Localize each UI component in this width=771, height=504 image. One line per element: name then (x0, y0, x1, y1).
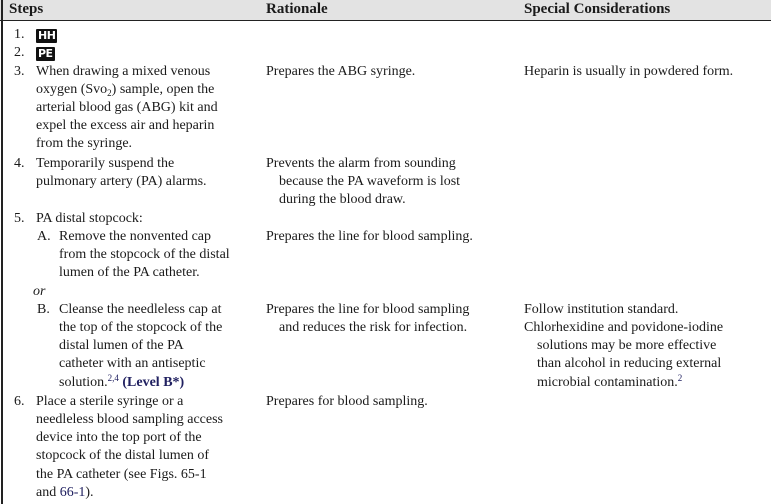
step-5-line-1: PA distal stopcock: (36, 211, 143, 226)
step-6-line-6: and 66-1). (36, 485, 94, 500)
step-6-line-5: the PA catheter (see Figs. 65-1 (36, 467, 207, 482)
header-steps: Steps (9, 1, 44, 17)
step-5a-line-1: Remove the nonvented cap (59, 229, 212, 244)
step-4-line-2: pulmonary artery (PA) alarms. (36, 174, 207, 189)
evidence-level: (Level B*) (122, 375, 185, 390)
step-3-line-5: from the syringe. (36, 136, 133, 151)
step-5a-label: A. (37, 229, 51, 244)
table-left-border (1, 0, 3, 504)
citation-sup: 2 (677, 373, 683, 383)
rationale-5b-line-1: Prepares the line for blood sampling (266, 302, 470, 317)
step-number-3: 3. (14, 64, 25, 79)
step-number-5: 5. (14, 211, 25, 226)
consideration-3: Heparin is usually in powdered form. (524, 64, 734, 79)
consideration-5b-line-4: than alcohol in reducing external (537, 356, 722, 371)
step-5b-line-4: catheter with an antiseptic (59, 356, 206, 371)
citation-sup: 2,4 (107, 373, 119, 383)
figure-link[interactable]: 66-1 (59, 485, 86, 500)
step-5b-line-2: the top of the stopcock of the (59, 320, 223, 335)
step-3-line-4: expel the excess air and heparin (36, 118, 215, 133)
step-3-line-1: When drawing a mixed venous (36, 64, 211, 79)
step-4-line-1: Temporarily suspend the (36, 156, 175, 171)
rationale-4-line-1: Prevents the alarm from sounding (266, 156, 456, 171)
step-5b-line-3: distal lumen of the PA (59, 338, 184, 353)
step-6-line-1: Place a sterile syringe or a (36, 394, 184, 409)
step-6-line-2: needleless blood sampling access (36, 412, 224, 427)
step-3-line-3: arterial blood gas (ABG) kit and (36, 100, 218, 115)
header-rationale: Rationale (266, 1, 328, 17)
rationale-6: Prepares for blood sampling. (266, 394, 428, 409)
rationale-4-line-3: during the blood draw. (279, 192, 406, 207)
step-1-hand-hygiene-icon (36, 27, 57, 45)
rationale-4-line-2: because the PA waveform is lost (279, 174, 461, 189)
step-3-line-2: oxygen (Svo$_2$) sample, open the (36, 82, 215, 98)
step-5b-line-5: solution.$^{2,4}$ (Level B*) (59, 373, 185, 390)
step-number-1: 1. (14, 27, 25, 42)
step-number-6: 6. (14, 394, 25, 409)
or-connector: or (33, 284, 46, 299)
step-5b-line-1: Cleanse the needleless cap at (59, 302, 222, 317)
step-5a-line-2: from the stopcock of the distal (59, 247, 230, 262)
pe-icon: PE (38, 46, 53, 60)
consideration-5b-line-3: solutions may be more effective (537, 338, 717, 353)
step-number-2: 2. (14, 45, 25, 60)
rationale-3: Prepares the ABG syringe. (266, 64, 416, 79)
step-5b-label: B. (37, 302, 50, 317)
step-6-line-4: stopcock of the distal lumen of (36, 448, 210, 463)
hh-icon: HH (38, 28, 56, 42)
consideration-5b-line-2: Chlorhexidine and povidone-iodine (524, 320, 724, 335)
step-2-protective-equipment-icon (36, 45, 55, 63)
rationale-5b-line-2: and reduces the risk for infection. (279, 320, 468, 335)
step-5a-line-3: lumen of the PA catheter. (59, 265, 200, 280)
header-special-considerations: Special Considerations (524, 1, 671, 17)
consideration-5b-line-5: microbial contamination.$^2$ (537, 373, 683, 390)
step-6-line-3: device into the top port of the (36, 430, 202, 445)
consideration-5b-line-1: Follow institution standard. (524, 302, 679, 317)
step-number-4: 4. (14, 156, 25, 171)
rationale-5a: Prepares the line for blood sampling. (266, 229, 473, 244)
